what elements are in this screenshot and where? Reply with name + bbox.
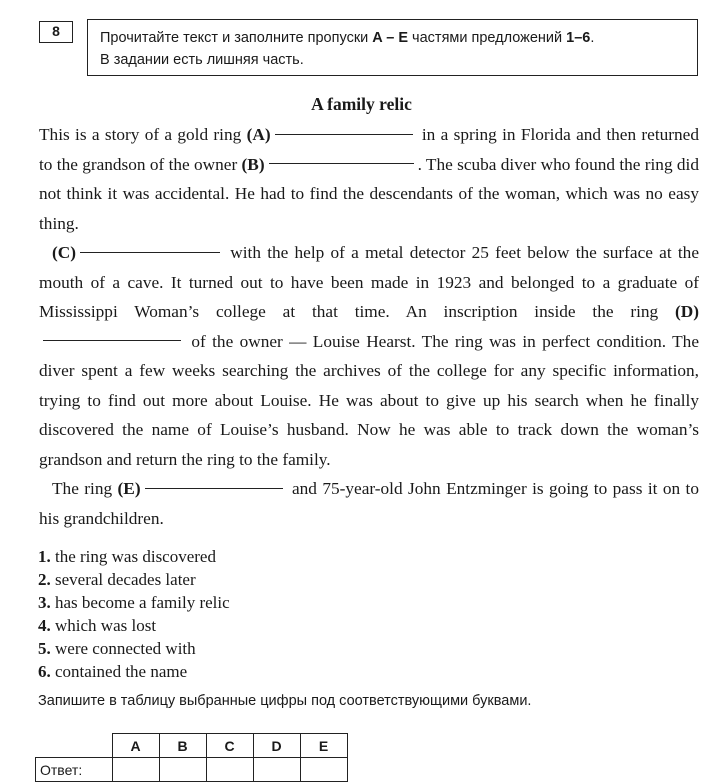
answer-cell-a[interactable] [112, 758, 159, 782]
gap-label-e: (E) [117, 479, 141, 498]
options-list [38, 545, 230, 683]
option-text: were connected with [50, 639, 196, 658]
text-segment: The ring [52, 479, 118, 498]
answer-table-caption: Запишите в таблицу выбранные цифры под соответствующими буквами. [38, 693, 532, 709]
answer-row-label: Ответ: [36, 758, 113, 782]
answer-letter-b: B [159, 734, 206, 758]
gap-blank-a[interactable] [275, 134, 413, 135]
option-item [38, 660, 230, 683]
option-number: 6. [38, 662, 51, 681]
answer-table [35, 733, 348, 782]
option-item [38, 545, 230, 568]
option-text: contained the name [50, 662, 188, 681]
option-number: 1. [38, 547, 51, 566]
instruction-text: . [590, 30, 595, 46]
answer-letter-d: D [253, 734, 300, 758]
gap-label-b: (B) [241, 154, 265, 174]
option-item [38, 591, 230, 614]
text-title: A family relic [311, 94, 412, 114]
answer-letter-a: A [112, 734, 159, 758]
gap-blank-e[interactable] [145, 488, 283, 489]
option-text: several decades later [50, 570, 196, 589]
gap-label-a: (A) [246, 125, 271, 144]
instruction-numbers: 1–6 [566, 30, 591, 46]
answer-letter-c: C [206, 734, 253, 758]
text-segment: This is a story of a gold ring [39, 125, 247, 144]
instruction-text: частями предложений [408, 30, 567, 46]
option-item [38, 568, 230, 591]
answer-cell-b[interactable] [159, 758, 206, 782]
answer-table-corner [36, 734, 113, 758]
option-text: the ring was discovered [50, 547, 216, 566]
option-item [38, 614, 230, 637]
option-number: 3. [38, 593, 51, 612]
option-number: 2. [38, 570, 51, 589]
task-number: 8 [39, 21, 73, 43]
text-segment: of the owner — Louise Hearst. The ring was in perfect condition. The diver spent a few weeks searching the archives of the college for any specific information, trying to find out more about Louise. He was about to give up his search when he finally discovered the name of Louise’s husband. Now he was able to track down the woman’s grandson and return the ring to the family. [39, 331, 699, 469]
option-text: which was lost [50, 616, 157, 635]
answer-cell-d[interactable] [253, 758, 300, 782]
paragraph-2 [39, 238, 699, 474]
gap-label-c: (C) [52, 243, 76, 262]
gap-label-d: (D) [675, 302, 699, 321]
option-number: 4. [38, 616, 51, 635]
paragraph-3 [39, 474, 699, 533]
text-segment: and 75-year-old John Entzminger is going to pass it on to his grandchildren. [39, 479, 699, 528]
gap-blank-d[interactable] [43, 340, 181, 341]
gap-blank-b[interactable] [269, 163, 414, 164]
option-number: 5. [38, 639, 51, 658]
answer-table-value-row [36, 758, 348, 782]
gap-blank-c[interactable] [80, 252, 220, 253]
answer-cell-c[interactable] [206, 758, 253, 782]
instruction-letters: A – E [372, 30, 409, 46]
instruction-extra-part-note: В задании есть лишняя часть. [100, 52, 304, 68]
answer-letter-e: E [300, 734, 347, 758]
answer-table-header-row [36, 734, 348, 758]
paragraph-1 [39, 120, 699, 238]
text-segment: in a spring in Florida and then returned to the grandson of the owner [39, 125, 699, 174]
text-segment: . The scuba diver who found the ring did not think it was accidental. He had to find the descendants of the woman, which was no easy thing. [39, 154, 699, 233]
option-text: has become a family relic [50, 593, 230, 612]
answer-cell-e[interactable] [300, 758, 347, 782]
option-item [38, 637, 230, 660]
instruction-text: Прочитайте текст и заполните пропуски [100, 30, 373, 46]
task-instruction [87, 19, 698, 76]
text-segment: with the help of a metal detector 25 feet below the surface at the mouth of a cave. It turned out to have been made in 1923 and belonged to a graduate of Mississippi Woman’s college at that time. An inscription inside the ring [39, 243, 699, 321]
